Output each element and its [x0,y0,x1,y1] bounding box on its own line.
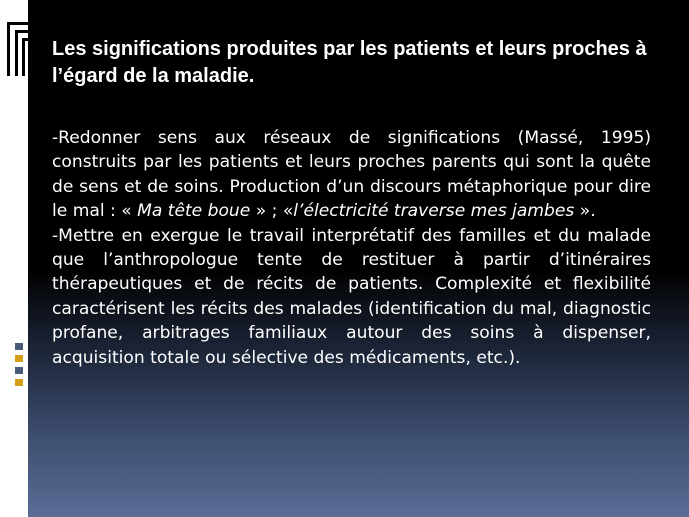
decorative-color-marks [15,343,23,387]
paragraph-1-text-middle: » ; « [250,201,294,222]
quote-ma-tete-boue: Ma tête boue [137,201,251,222]
slide-body [52,126,651,370]
slide-title: Les significations produites par les patients et leurs proches à l’égard de la maladie. [52,38,647,87]
quote-electricite: l’électricité traverse mes jambes [293,201,575,222]
paragraph-1-text-end: ». [574,201,596,222]
paragraph-2: -Mettre en exergue le travail interprétatif des familles et du malade que l’anthropologue tente de restituer à partir d’itinéraires thérapeutiques et de récits de patients. Complexité et flexibilité caractérisent les récits des malades (identification du mal, diagnostic profane, arbitrages familiaux autour des soins à dispenser, acquisition totale ou sélective des médicaments, etc.). [52,225,651,368]
paragraph-1-text-start: -Redonner sens aux réseaux de significations (Massé, 1995) construits par les patients et leurs proches parents qui sont la quête de sens et de soins. Production d’un discours métaphorique pour dire le mal : « [52,128,651,222]
decorative-side-strip [0,0,28,517]
decorative-bars-top [7,22,33,76]
paragraph-1 [52,126,651,224]
